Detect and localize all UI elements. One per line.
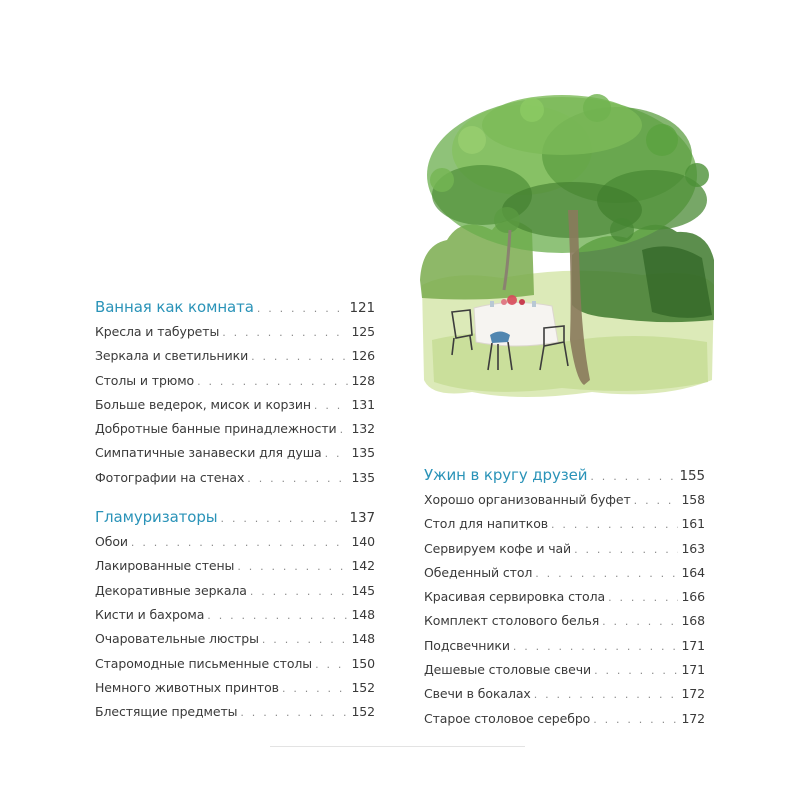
toc-entry-title: Обои: [95, 534, 128, 550]
toc-leader-dots: [513, 635, 679, 658]
toc-entry[interactable]: [424, 609, 705, 633]
toc-entry[interactable]: [95, 393, 375, 417]
toc-entry-title: Комплект столового белья: [424, 613, 600, 629]
toc-entry-page: 158: [681, 492, 705, 507]
toc-leader-dots: [340, 418, 349, 441]
toc-entry[interactable]: [95, 603, 375, 627]
toc-leader-dots: [221, 506, 347, 530]
section-spacer: [95, 490, 375, 504]
toc-entry[interactable]: [95, 466, 375, 490]
toc-entry[interactable]: [95, 530, 375, 554]
toc-entry-title: Блестящие предметы: [95, 704, 238, 720]
toc-leader-dots: [282, 677, 349, 700]
toc-entry[interactable]: [95, 441, 375, 465]
toc-entry-page: 168: [681, 613, 705, 629]
toc-heading-page: 121: [349, 300, 375, 316]
toc-entry-page: 135: [351, 445, 375, 461]
toc-entry-title: Сервируем кофе и чай: [424, 540, 572, 556]
toc-leader-dots: [251, 345, 348, 368]
toc-entry-title: Немного животных принтов: [95, 679, 279, 695]
toc-entry[interactable]: [424, 512, 705, 536]
toc-entry-page: 126: [351, 348, 375, 364]
toc-entry-title: Добротные банные принадлежности: [95, 421, 337, 437]
toc-entry[interactable]: [95, 676, 375, 700]
toc-entry-title: Стол для напитков: [424, 516, 549, 532]
toc-entry-page: 125: [351, 324, 375, 339]
toc-entry[interactable]: [95, 579, 375, 603]
toc-entry-page: 161: [681, 516, 705, 532]
toc-leader-dots: [222, 321, 348, 344]
toc-entry[interactable]: [95, 320, 375, 344]
toc-entry-title: Очаровательные люстры: [95, 631, 259, 647]
toc-leader-dots: [250, 580, 349, 603]
toc-entry-title: Старомодные письменные столы: [95, 655, 313, 671]
toc-leader-dots: [262, 628, 349, 651]
toc-entry-page: 135: [351, 469, 375, 485]
toc-entry-title: Лакированные стены: [95, 558, 235, 574]
toc-entry-page: 163: [681, 540, 705, 556]
toc-leader-dots: [207, 604, 348, 627]
toc-leader-dots: [131, 531, 349, 554]
toc-entry-page: 148: [351, 606, 375, 622]
toc-entry[interactable]: [95, 700, 375, 724]
toc-entry-page: 131: [351, 396, 375, 412]
toc-entry-page: 164: [681, 564, 705, 580]
toc-entry[interactable]: [95, 652, 375, 676]
toc-entry-page: 171: [681, 637, 705, 653]
toc-section-heading[interactable]: [95, 504, 375, 530]
toc-entry-title: Дешевые столовые свечи: [424, 662, 592, 678]
toc-entry-title: Симпатичные занавески для душа: [95, 445, 322, 461]
toc-entry[interactable]: [424, 707, 705, 731]
toc-entry-page: 148: [351, 631, 375, 647]
toc-leader-dots: [237, 555, 348, 578]
toc-entry-page: 171: [681, 662, 705, 678]
toc-leader-dots: [602, 610, 678, 633]
toc-leader-dots: [574, 538, 678, 561]
toc-entry-page: 172: [681, 686, 705, 702]
toc-leader-dots: [240, 701, 348, 724]
toc-entry-title: Обеденный стол: [424, 564, 533, 580]
toc-heading-title: Ванная как комната: [95, 298, 254, 316]
toc-entry[interactable]: [95, 554, 375, 578]
toc-leader-dots: [534, 683, 679, 706]
toc-entry-page: 172: [681, 710, 705, 726]
toc-entry[interactable]: [424, 488, 705, 512]
toc-entry-title: Декоративные зеркала: [95, 582, 247, 598]
toc-entry[interactable]: [424, 585, 705, 609]
toc-entry-title: Фотографии на стенах: [95, 469, 245, 485]
toc-leader-dots: [257, 296, 347, 320]
bottom-divider: [270, 746, 525, 747]
toc-entry[interactable]: [95, 344, 375, 368]
toc-leader-dots: [247, 467, 348, 490]
toc-leader-dots: [551, 513, 678, 536]
toc-heading-page: 137: [349, 510, 375, 527]
toc-entry[interactable]: [424, 634, 705, 658]
toc-leader-dots: [593, 708, 678, 731]
toc-entry-title: Старое столовое серебро: [424, 710, 591, 726]
toc-leader-dots: [590, 464, 676, 488]
toc-entry-title: Красивая сервировка стола: [424, 589, 606, 605]
toc-entry-title: Столы и трюмо: [95, 372, 195, 388]
toc-entry-title: Свечи в бокалах: [424, 686, 531, 702]
toc-entry-page: 152: [351, 704, 375, 720]
toc-entry-title: Кисти и бахрома: [95, 606, 205, 622]
toc-entry-page: 140: [351, 534, 375, 550]
toc-entry-page: 132: [351, 421, 375, 437]
toc-leader-dots: [634, 489, 679, 512]
toc-entry[interactable]: [95, 627, 375, 651]
toc-entry-title: Подсвечники: [424, 637, 510, 653]
toc-leader-dots: [325, 442, 349, 465]
toc-leader-dots: [315, 653, 348, 676]
toc-heading-title: Гламуризаторы: [95, 508, 218, 527]
toc-leader-dots: [314, 394, 349, 417]
toc-entry-page: 150: [351, 655, 375, 671]
toc-entry-page: 152: [351, 679, 375, 695]
toc-entry-title: Хорошо организованный буфет: [424, 492, 631, 507]
garden-dinner-illustration: [412, 80, 722, 420]
toc-entry[interactable]: [424, 658, 705, 682]
toc-entry-title: Зеркала и светильники: [95, 348, 249, 364]
toc-entry[interactable]: [95, 369, 375, 393]
toc-heading-title: Ужин в кругу друзей: [424, 466, 588, 484]
toc-entry-page: 166: [681, 589, 705, 605]
toc-left-column: [95, 294, 375, 724]
toc-leader-dots: [594, 659, 678, 682]
toc-entry[interactable]: [424, 537, 705, 561]
toc-right-column: [424, 462, 705, 731]
toc-section-heading[interactable]: [95, 294, 375, 320]
toc-entry[interactable]: [424, 682, 705, 706]
toc-entry[interactable]: [95, 417, 375, 441]
toc-entry[interactable]: [424, 561, 705, 585]
toc-entry-title: Больше ведерок, мисок и корзин: [95, 396, 311, 412]
toc-heading-page: 155: [679, 468, 705, 484]
toc-section-heading[interactable]: [424, 462, 705, 488]
toc-entry-page: 142: [351, 558, 375, 574]
toc-leader-dots: [197, 370, 348, 393]
toc-entry-title: Кресла и табуреты: [95, 324, 220, 339]
toc-leader-dots: [608, 586, 678, 609]
toc-leader-dots: [535, 562, 678, 585]
toc-entry-page: 128: [351, 372, 375, 388]
toc-entry-page: 145: [351, 582, 375, 598]
